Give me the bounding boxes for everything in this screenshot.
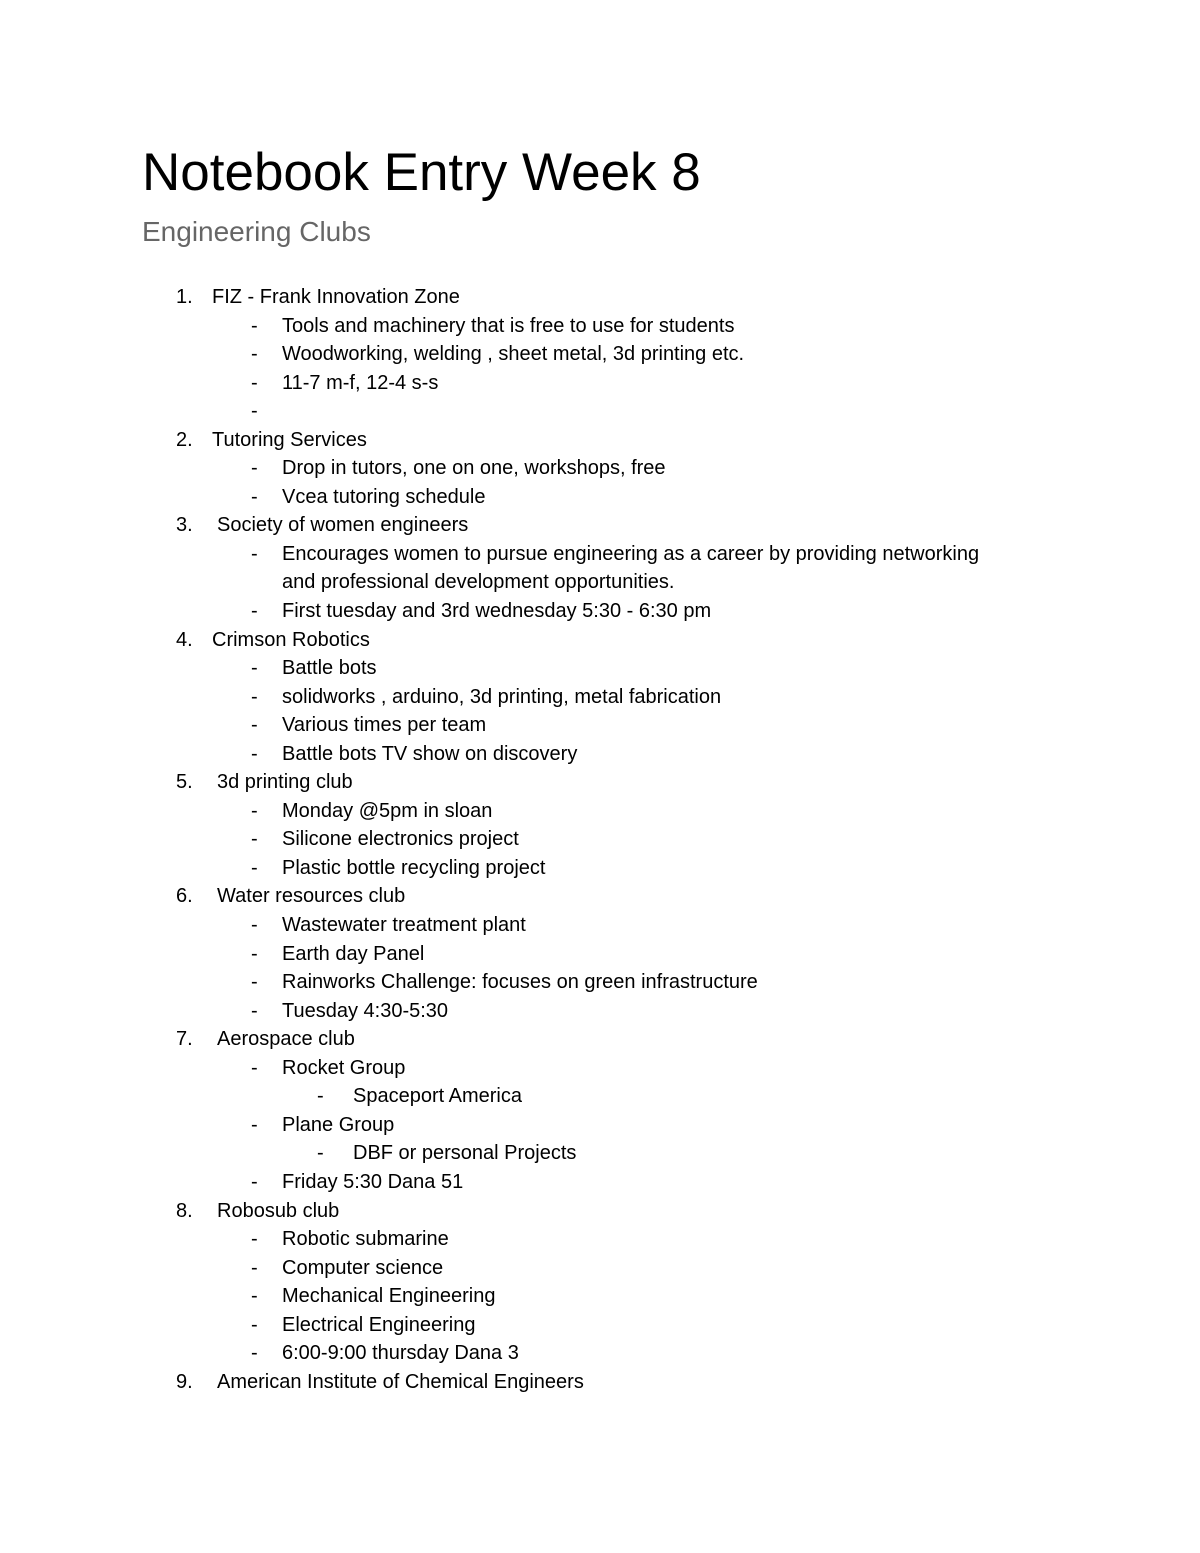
list-bullet: - — [251, 856, 258, 879]
club-detail-text: Mechanical Engineering — [282, 1285, 496, 1308]
list-bullet: - — [251, 1313, 258, 1336]
club-detail-item — [0, 483, 1200, 512]
club-detail-text: Rocket Group — [282, 1056, 406, 1079]
club-detail-item — [0, 312, 1200, 341]
club-name: Water resources club — [217, 885, 406, 908]
list-number: 6. — [176, 885, 193, 908]
club-detail-item — [0, 711, 1200, 740]
club-detail-item — [0, 1282, 1200, 1311]
club-detail-item — [0, 825, 1200, 854]
club-detail-text: Plastic bottle recycling project — [282, 856, 546, 879]
club-detail-text: Drop in tutors, one on one, workshops, free — [282, 457, 666, 480]
document-title: Notebook Entry Week 8 — [142, 143, 701, 202]
list-bullet: - — [251, 314, 258, 337]
list-bullet: - — [251, 542, 258, 565]
club-list-item — [0, 1368, 1200, 1397]
list-bullet: - — [251, 999, 258, 1022]
list-bullet: - — [251, 1342, 258, 1365]
list-bullet: - — [251, 799, 258, 822]
club-detail-text: Monday @5pm in sloan — [282, 799, 493, 822]
club-detail-item — [0, 597, 1200, 626]
list-bullet: - — [251, 942, 258, 965]
club-detail-item — [0, 940, 1200, 969]
list-bullet: - — [251, 1228, 258, 1251]
club-list-item — [0, 626, 1200, 655]
club-list-item — [0, 1025, 1200, 1054]
list-number: 8. — [176, 1199, 193, 1222]
list-number: 7. — [176, 1028, 193, 1051]
club-detail-text: Various times per team — [282, 714, 487, 737]
list-number: 9. — [176, 1370, 193, 1393]
list-bullet: - — [251, 1256, 258, 1279]
club-detail-item — [0, 911, 1200, 940]
club-list-item — [0, 768, 1200, 797]
list-number: 1. — [176, 286, 193, 308]
list-bullet: - — [251, 685, 258, 708]
list-bullet: - — [251, 828, 258, 851]
club-detail-item — [0, 654, 1200, 683]
club-detail-item — [0, 1339, 1200, 1368]
club-detail-item — [0, 1168, 1200, 1197]
list-bullet: - — [251, 343, 258, 366]
list-bullet: - — [251, 742, 258, 765]
club-name: Robosub club — [217, 1199, 340, 1222]
club-detail-text: Plane Group — [282, 1113, 395, 1136]
club-detail-item — [0, 1054, 1200, 1083]
club-detail-text: DBF or personal Projects — [353, 1142, 577, 1165]
club-detail-item — [0, 854, 1200, 883]
club-detail-text: Silicone electronics project — [282, 828, 519, 851]
club-name: Tutoring Services — [212, 428, 367, 451]
club-detail-text: Battle bots TV show on discovery — [282, 742, 578, 765]
club-detail-item — [0, 454, 1200, 483]
list-bullet: - — [251, 914, 258, 937]
list-bullet: - — [251, 371, 258, 394]
club-detail-text: Encourages women to pursue engineering as a career by providing networking — [282, 542, 980, 565]
list-number: 3. — [176, 514, 193, 537]
list-bullet: - — [251, 1113, 258, 1136]
club-detail-item — [0, 1311, 1200, 1340]
club-detail-text: and professional development opportunities. — [282, 571, 675, 594]
club-name: Aerospace club — [217, 1028, 355, 1051]
club-detail-text: Friday 5:30 Dana 51 — [282, 1170, 464, 1193]
list-number: 4. — [176, 628, 193, 651]
club-detail-item — [0, 997, 1200, 1026]
club-name: 3d printing club — [217, 771, 353, 794]
club-detail-text: Tuesday 4:30-5:30 — [282, 999, 449, 1022]
club-detail-text: Earth day Panel — [282, 942, 425, 965]
club-list-item — [0, 283, 1200, 312]
club-detail-item — [0, 1254, 1200, 1283]
club-detail-text: Robotic submarine — [282, 1228, 449, 1251]
club-name: American Institute of Chemical Engineers — [217, 1370, 584, 1393]
club-detail-text: Battle bots — [282, 657, 377, 680]
list-number: 5. — [176, 771, 193, 794]
document-subtitle: Engineering Clubs — [142, 216, 371, 247]
club-list-item — [0, 1197, 1200, 1226]
list-bullet: - — [251, 1285, 258, 1308]
club-detail-item — [0, 369, 1200, 398]
list-bullet: - — [317, 1142, 324, 1165]
club-detail-text: solidworks , arduino, 3d printing, metal fabrication — [282, 685, 722, 708]
list-bullet: - — [251, 1056, 258, 1079]
list-bullet: - — [251, 400, 258, 423]
list-bullet: - — [251, 485, 258, 508]
club-outline-list — [0, 283, 1200, 1396]
club-list-item — [0, 511, 1200, 540]
club-detail-text: Tools and machinery that is free to use for students — [282, 314, 735, 337]
club-detail-text: 6:00-9:00 thursday Dana 3 — [282, 1342, 519, 1365]
list-bullet: - — [251, 457, 258, 480]
club-detail-item — [0, 1111, 1200, 1140]
list-number: 2. — [176, 428, 193, 451]
list-bullet: - — [251, 657, 258, 680]
club-detail-text: Spaceport America — [353, 1085, 522, 1108]
club-list-item — [0, 882, 1200, 911]
club-detail-text: Electrical Engineering — [282, 1313, 476, 1336]
club-detail-item — [0, 1225, 1200, 1254]
list-bullet: - — [251, 600, 258, 623]
club-detail-item — [0, 540, 1200, 569]
club-name: Crimson Robotics — [212, 628, 370, 651]
list-bullet: - — [251, 1170, 258, 1193]
club-detail-item — [0, 340, 1200, 369]
club-detail-item — [0, 397, 1200, 426]
club-detail-text: 11-7 m-f, 12-4 s-s — [282, 371, 439, 394]
club-detail-item — [0, 683, 1200, 712]
club-detail-item — [0, 797, 1200, 826]
club-detail-item — [0, 968, 1200, 997]
club-detail-item — [0, 740, 1200, 769]
club-detail-text: Wastewater treatment plant — [282, 914, 526, 937]
club-name: FIZ - Frank Innovation Zone — [212, 286, 460, 308]
club-detail-text: Woodworking, welding , sheet metal, 3d printing etc. — [282, 343, 745, 366]
club-detail-text: Vcea tutoring schedule — [282, 485, 486, 508]
list-bullet: - — [251, 714, 258, 737]
club-detail-text: Rainworks Challenge: focuses on green infrastructure — [282, 971, 758, 994]
list-bullet: - — [317, 1085, 324, 1108]
club-name: Society of women engineers — [217, 514, 469, 537]
club-list-item — [0, 426, 1200, 455]
club-detail-text: Computer science — [282, 1256, 444, 1279]
club-detail-item — [0, 568, 1200, 597]
club-detail-text: First tuesday and 3rd wednesday 5:30 - 6:30 pm — [282, 600, 712, 623]
club-subdetail-item — [0, 1139, 1200, 1168]
list-bullet: - — [251, 971, 258, 994]
club-subdetail-item — [0, 1082, 1200, 1111]
